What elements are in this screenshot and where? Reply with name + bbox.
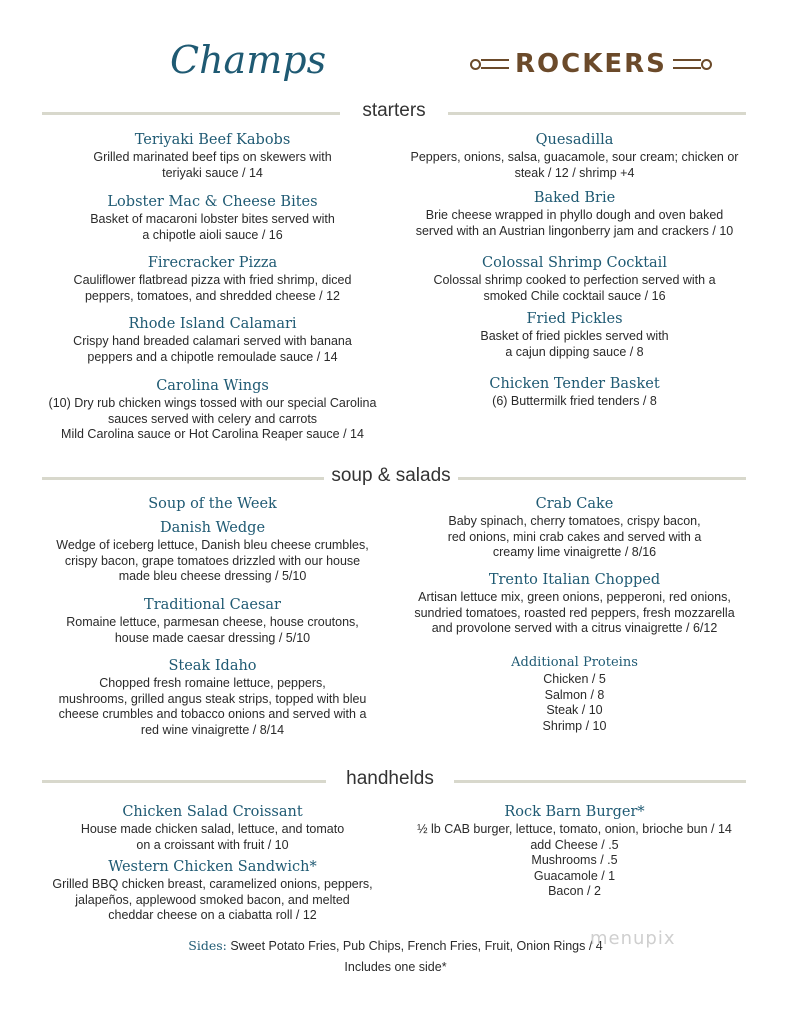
champs-logo: Champs	[170, 38, 327, 82]
item-name: Rhode Island Calamari	[128, 316, 297, 332]
menu-item	[20, 131, 405, 181]
menu-item	[382, 571, 767, 637]
menu-item	[382, 495, 767, 561]
item-desc: Romaine lettuce, parmesan cheese, house croutons,	[66, 615, 359, 629]
item-desc: Basket of macaroni lobster bites served with	[90, 212, 335, 226]
section-divider-right	[448, 112, 746, 115]
item-desc: Grilled marinated beef tips on skewers with	[93, 150, 332, 164]
item-desc: ½ lb CAB burger, lettuce, tomato, onion, brioche bun / 14	[417, 822, 732, 836]
section-divider-right	[454, 780, 746, 783]
item-desc: Bacon / 2	[548, 884, 601, 898]
section-divider-left	[42, 112, 340, 115]
item-desc: add Cheese / .5	[530, 837, 619, 852]
item-name: Additional Proteins	[511, 655, 638, 670]
watermark-text: menupix	[590, 928, 676, 949]
item-name: Firecracker Pizza	[147, 255, 278, 271]
item-name: Chicken Salad Croissant	[122, 804, 303, 820]
item-desc: Salmon / 8	[544, 687, 605, 702]
item-desc: cheese crumbles and tobacco onions and served with a	[58, 707, 367, 721]
sides-label: Sides:	[188, 938, 227, 953]
item-name: Colossal Shrimp Cocktail	[482, 255, 667, 271]
item-desc: Brie cheese wrapped in phyllo dough and oven baked	[425, 208, 724, 222]
sides-text: Sweet Potato Fries, Pub Chips, French Fries, Fruit, Onion Rings / 4	[226, 939, 603, 953]
item-desc: Crispy hand breaded calamari served with banana	[73, 334, 352, 348]
item-name: Rock Barn Burger*	[504, 804, 645, 820]
item-name: Fried Pickles	[526, 311, 623, 327]
item-desc: Mild Carolina sauce or Hot Carolina Reaper sauce / 14	[61, 427, 364, 441]
item-name: Teriyaki Beef Kabobs	[134, 132, 291, 148]
item-desc: made bleu cheese dressing / 5/10	[118, 569, 307, 583]
menu-item	[382, 131, 767, 181]
item-name: Chicken Tender Basket	[489, 376, 660, 392]
item-name: Lobster Mac & Cheese Bites	[107, 194, 318, 210]
item-desc: red onions, mini crab cakes and served with a	[447, 529, 702, 544]
item-name: Quesadilla	[535, 132, 614, 148]
item-name: Crab Cake	[535, 496, 614, 512]
item-desc: sundried tomatoes, roasted red peppers, fresh mozzarella	[414, 605, 735, 620]
item-name: Baked Brie	[533, 190, 616, 206]
item-desc: Shrimp / 10	[542, 718, 607, 733]
section-title-soup-salads: soup & salads	[331, 465, 451, 486]
item-desc: smoked Chile cocktail sauce / 16	[483, 288, 666, 303]
menu-item	[20, 519, 405, 585]
rockers-logo-text: ROCKERS	[515, 49, 667, 79]
item-desc: Guacamole / 1	[533, 868, 616, 883]
item-desc: a cajun dipping sauce / 8	[505, 344, 644, 359]
menu-item	[20, 803, 405, 853]
item-desc: sauces served with celery and carrots	[107, 411, 318, 426]
item-desc: Grilled BBQ chicken breast, caramelized onions, peppers,	[52, 877, 373, 891]
menu-item	[20, 657, 405, 738]
item-desc: House made chicken salad, lettuce, and tomato	[80, 822, 345, 836]
menu-item	[20, 254, 405, 304]
item-desc: a chipotle aioli sauce / 16	[142, 227, 283, 242]
menu-item	[382, 653, 767, 734]
item-desc: peppers and a chipotle remoulade sauce / 14	[87, 349, 338, 364]
item-desc: creamy lime vinaigrette / 8/16	[492, 545, 657, 559]
menu-item	[382, 310, 767, 360]
item-desc: Colossal shrimp cooked to perfection served with a	[433, 273, 716, 287]
item-name: Soup of the Week	[148, 496, 277, 512]
item-desc: on a croissant with fruit / 10	[136, 837, 289, 852]
item-desc: (6) Buttermilk fried tenders / 8	[492, 394, 657, 408]
left-ornament-icon	[470, 59, 509, 70]
item-desc: house made caesar dressing / 5/10	[114, 630, 311, 645]
menu-item	[20, 858, 405, 924]
item-name: Western Chicken Sandwich*	[108, 859, 317, 875]
item-desc: mushrooms, grilled angus steak strips, topped with bleu	[58, 691, 367, 706]
item-desc: served with an Austrian lingonberry jam and crackers / 10	[415, 223, 734, 238]
menu-item	[382, 189, 767, 239]
menu-item	[20, 596, 405, 646]
menu-item	[382, 803, 767, 900]
sides-note: Includes one side*	[344, 960, 447, 974]
item-desc: teriyaki sauce / 14	[162, 165, 263, 180]
menu-item	[20, 377, 405, 443]
rockers-logo	[470, 46, 712, 82]
item-desc: Chicken / 5	[543, 672, 606, 686]
right-ornament-icon	[673, 59, 712, 70]
item-name: Trento Italian Chopped	[488, 572, 661, 588]
section-divider-right	[458, 477, 746, 480]
item-desc: Wedge of iceberg lettuce, Danish bleu cheese crumbles,	[56, 538, 369, 552]
item-desc: Mushrooms / .5	[531, 853, 618, 867]
item-desc: Basket of fried pickles served with	[480, 329, 669, 343]
menu-item	[20, 495, 405, 514]
item-desc: peppers, tomatoes, and shredded cheese / 12	[84, 288, 341, 303]
item-desc: Steak / 10	[546, 703, 603, 717]
item-desc: jalapeños, applewood smoked bacon, and melted	[75, 892, 350, 907]
menu-item	[382, 375, 767, 410]
item-desc: red wine vinaigrette / 8/14	[140, 722, 285, 737]
section-divider-left	[42, 477, 324, 480]
section-title-starters: starters	[362, 100, 426, 121]
item-name: Carolina Wings	[156, 378, 269, 394]
item-desc: Artisan lettuce mix, green onions, pepperoni, red onions,	[418, 590, 731, 604]
item-desc: steak / 12 / shrimp +4	[514, 165, 635, 180]
item-desc: Chopped fresh romaine lettuce, peppers,	[99, 676, 326, 690]
item-desc: crispy bacon, grape tomatoes drizzled with our house	[64, 553, 361, 568]
item-name: Danish Wedge	[159, 520, 266, 536]
menu-item	[20, 315, 405, 365]
item-desc: and provolone served with a citrus vinaigrette / 6/12	[431, 621, 718, 635]
item-desc: Peppers, onions, salsa, guacamole, sour cream; chicken or	[410, 150, 739, 164]
item-name: Steak Idaho	[168, 658, 257, 674]
section-title-handhelds: handhelds	[346, 768, 434, 789]
menu-item	[382, 254, 767, 304]
menu-item	[20, 193, 405, 243]
section-divider-left	[42, 780, 326, 783]
item-desc: Baby spinach, cherry tomatoes, crispy bacon,	[448, 514, 701, 528]
item-desc: (10) Dry rub chicken wings tossed with our special Carolina	[48, 396, 377, 410]
item-desc: Cauliflower flatbread pizza with fried shrimp, diced	[73, 273, 352, 287]
item-desc: cheddar cheese on a ciabatta roll / 12	[108, 908, 317, 922]
item-name: Traditional Caesar	[144, 597, 281, 613]
